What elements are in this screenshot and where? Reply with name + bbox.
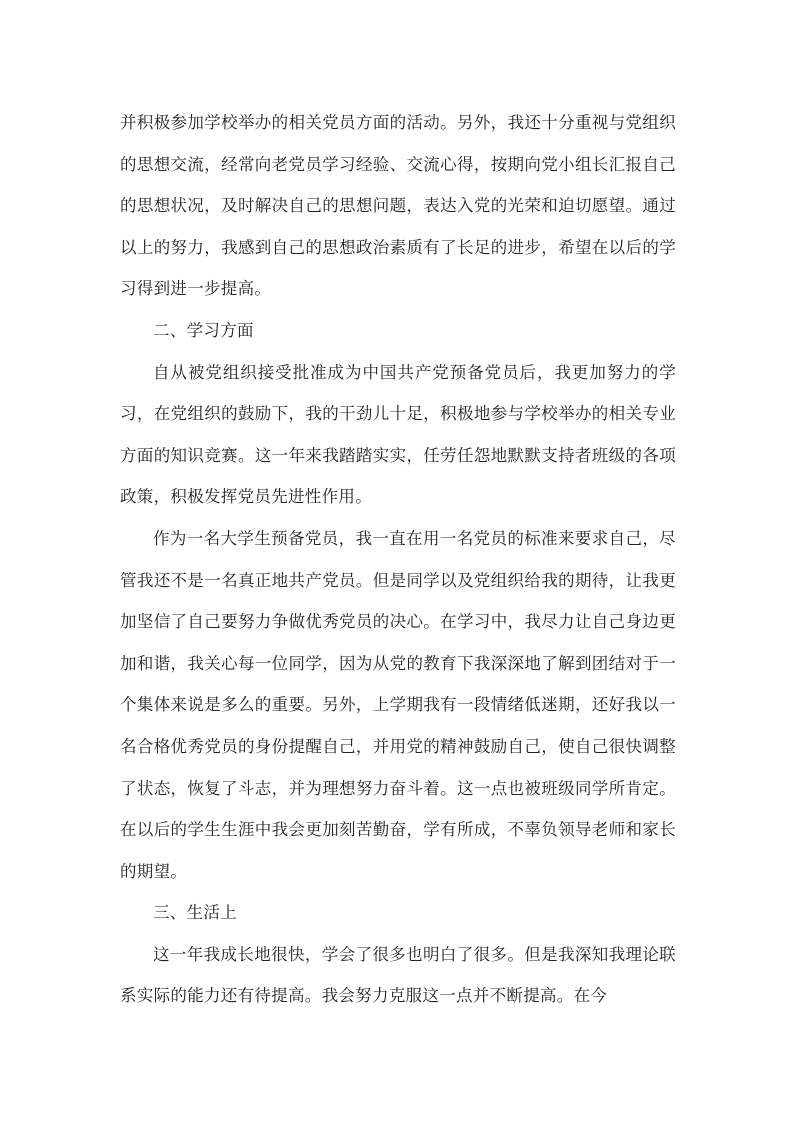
section-heading-study: 二、学习方面 bbox=[153, 320, 254, 340]
document-body bbox=[120, 102, 676, 1017]
section-heading-life: 三、生活上 bbox=[153, 903, 237, 923]
paragraph-probationary-member: 作为一名大学生预备党员，我一直在用一名党员的标准来要求自己，尽管我还不是一名真正地共产党员。但是同学以及党组织给我的期待，让我更加坚信了自己要努力争做优秀党员的决心。在学习中，我尽力让自己身边更加和谐，我关心每一位同学，因为从党的教育下我深深地了解到团结对于一个集体来说是多么的重要。另外，上学期我有一段情绪低迷期，还好我以一名合格优秀党员的身份提醒自己，并用党的精神鼓励自己，使自己很快调整了状态，恢复了斗志，并为理想努力奋斗着。这一点也被班级同学所肯定。在以后的学生生涯中我会更加刻苦勤奋，学有所成，不辜负领导老师和家长的期望。 bbox=[120, 528, 676, 881]
paragraph-party-activities: 并积极参加学校举办的相关党员方面的活动。另外，我还十分重视与党组织的思想交流，经常向老党员学习经验、交流心得，按期向党小组长汇报自己的思想状况，及时解决自己的思想问题，表达入党的光荣和迫切愿望。通过以上的努力，我感到自己的思想政治素质有了长足的进步，希望在以后的学习得到进一步提高。 bbox=[120, 113, 676, 299]
paragraph-study-effort: 自从被党组织接受批准成为中国共产党预备党员后，我更加努力的学习，在党组织的鼓励下，我的干劲儿十足，积极地参与学校举办的相关专业方面的知识竞赛。这一年来我踏踏实实，任劳任怨地默默支持者班级的各项政策，积极发挥党员先进性作用。 bbox=[120, 362, 676, 507]
paragraph-life-growth: 这一年我成长地很快，学会了很多也明白了很多。但是我深知我理论联系实际的能力还有待提高。我会努力克服这一点并不断提高。在今 bbox=[120, 944, 676, 1006]
